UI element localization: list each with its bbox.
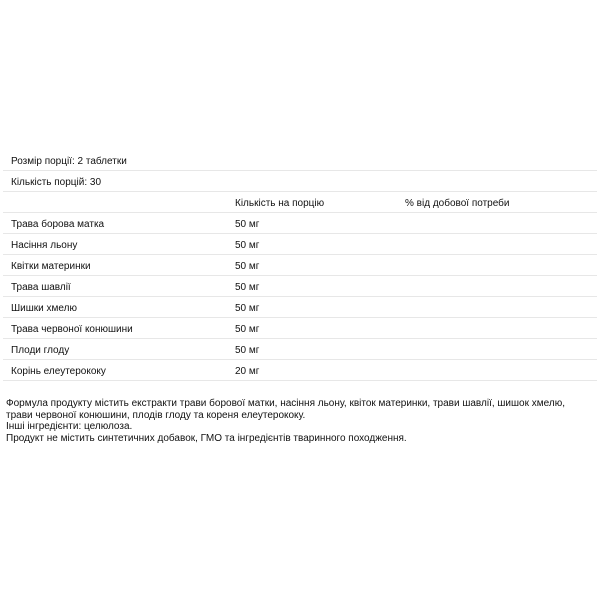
ingredient-amount: 50 мг xyxy=(235,303,260,314)
table-row xyxy=(3,318,597,339)
daily-value-column-header: % від добової потреби xyxy=(405,198,510,209)
serving-size-row xyxy=(3,150,597,171)
ingredient-name: Насіння льону xyxy=(11,240,78,251)
ingredient-name: Шишки хмелю xyxy=(11,303,77,314)
ingredient-amount: 50 мг xyxy=(235,282,260,293)
ingredient-amount: 50 мг xyxy=(235,240,260,251)
ingredient-notes xyxy=(6,398,594,444)
table-row xyxy=(3,339,597,360)
servings-count-row xyxy=(3,171,597,192)
ingredient-amount: 20 мг xyxy=(235,366,260,377)
formula-note: Формула продукту містить екстракти трави борової матки, насіння льону, квіток материнки, трави шавлії, шишок хмелю, трави червоної конюшини, плодів глоду та кореня елеутерококу. xyxy=(6,398,565,421)
amount-column-header: Кількість на порцію xyxy=(235,198,325,209)
table-row xyxy=(3,276,597,297)
table-row xyxy=(3,255,597,276)
ingredient-amount: 50 мг xyxy=(235,345,260,356)
supplement-facts-table xyxy=(3,150,597,381)
serving-size-label: Розмір порції: 2 таблетки xyxy=(11,156,127,167)
ingredient-amount: 50 мг xyxy=(235,219,260,230)
ingredient-amount: 50 мг xyxy=(235,324,260,335)
table-row xyxy=(3,213,597,234)
table-row xyxy=(3,360,597,381)
free-of-note: Продукт не містить синтетичних добавок, ГМО та інгредієнтів тваринного походження. xyxy=(6,432,407,444)
other-ingredients-note: Інші інгредієнти: целюлоза. xyxy=(6,421,133,432)
ingredient-amount: 50 мг xyxy=(235,261,260,272)
ingredient-name: Плоди глоду xyxy=(11,345,70,356)
servings-count-label: Кількість порцій: 30 xyxy=(11,177,102,188)
ingredient-name: Трава борова матка xyxy=(11,219,105,230)
table-row xyxy=(3,234,597,255)
ingredient-name: Трава червоної конюшини xyxy=(11,324,133,335)
ingredient-name: Квітки материнки xyxy=(11,261,91,272)
table-header-row xyxy=(3,192,597,213)
table-row xyxy=(3,297,597,318)
ingredient-name: Трава шавлії xyxy=(11,282,71,293)
ingredient-name: Корінь елеутерококу xyxy=(11,366,106,377)
